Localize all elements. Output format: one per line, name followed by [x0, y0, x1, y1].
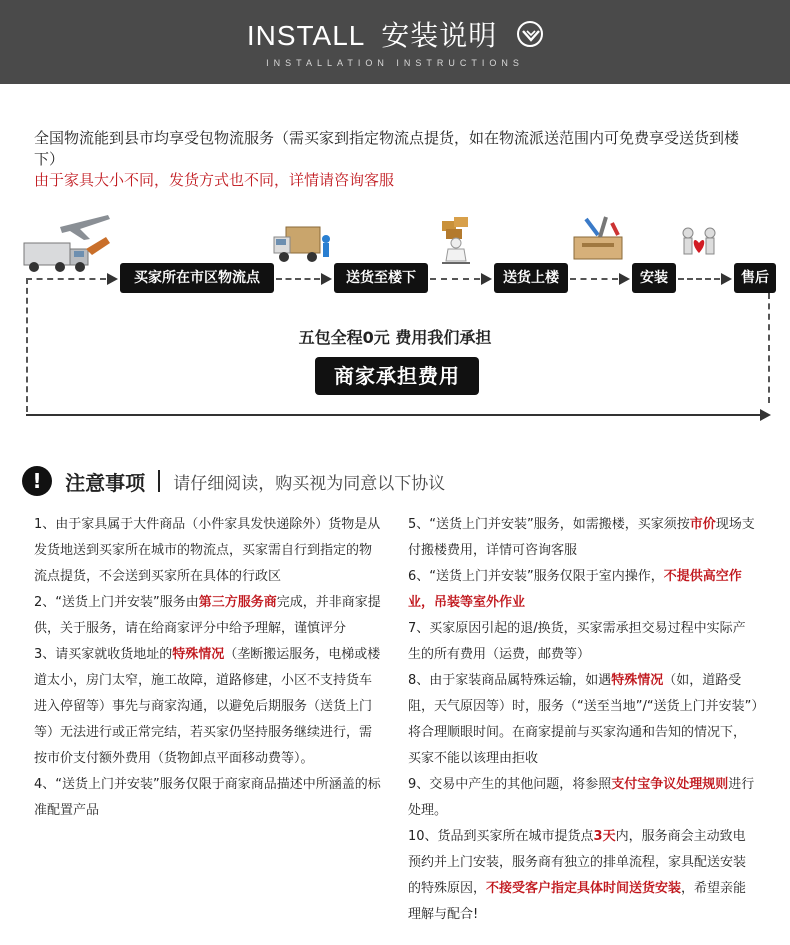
- notice-item: 6、“送货上门并安装”服务仅限于室内操作，不提供高空作业，吊装等室外作业: [408, 569, 742, 610]
- connector-solid: [26, 414, 762, 416]
- arrow-right-icon: [721, 273, 732, 285]
- step-after-sales: 售后: [734, 263, 776, 293]
- header-title: [0, 14, 790, 54]
- delivery-van-icon: [272, 219, 334, 267]
- notice-item: 8、由于家装商品属特殊运输，如遇特殊情况（如，道路受阻，天气原因等）时，服务（“送至当地”/“送货上门并安装”）将合理顺眼时间。在商家提前与买家沟通和告知的情况下，买家不能以该理由拒收: [408, 673, 758, 766]
- notice-item: 10、货品到买家所在城市提货点3天内，服务商会主动致电预约并上门安装，服务商有独立的排单流程，家具配送安装的特殊原因，不接受客户指定具体时间送货安装，希望亲能理解与配合!: [408, 829, 747, 922]
- carrying-boxes-icon: [428, 215, 486, 267]
- after-sales-figures-icon: [678, 223, 722, 265]
- intro-line-1: 全国物流能到县市均享受包物流服务（需买家到指定物流点提货，如在物流派送范围内可免费享受送货到楼下）: [34, 129, 740, 168]
- intro-text: [34, 128, 754, 191]
- arrow-right-icon: [760, 409, 771, 421]
- intro-line-2: 由于家具大小不同，发货方式也不同，详情请咨询客服: [34, 171, 395, 189]
- step-deliver-downstairs: 送货至楼下: [334, 263, 428, 293]
- notice-item: 4、“送货上门并安装”服务仅限于商家商品描述中所涵盖的标准配置产品: [34, 777, 381, 818]
- arrow-right-icon: [107, 273, 118, 285]
- merchant-pays-badge: 商家承担费用: [315, 357, 479, 395]
- notice-item: 3、请买家就收货地址的特殊情况（垄断搬运服务，电梯或楼道太小，房门太窄，施工故障，道路修建，小区不支持货车进入停留等）事先与商家沟通，以避免后期服务（送货上门等）无法进行或正常完结，若买家仍坚持服务继续进行，需按市价支付额外费用（货物卸点平面移动费等）。: [34, 647, 381, 766]
- arrow-right-icon: [619, 273, 630, 285]
- check-circle-icon: [517, 21, 543, 47]
- step-install: 安装: [632, 263, 676, 293]
- header-subtitle: INSTALLATION INSTRUCTIONS: [266, 58, 524, 68]
- step-deliver-upstairs: 送货上楼: [494, 263, 568, 293]
- connector-dashed: [26, 278, 106, 280]
- connector-dashed: [430, 278, 480, 280]
- free-service-text: 五包全程0元 费用我们承担: [298, 328, 492, 347]
- arrow-right-icon: [481, 273, 492, 285]
- connector-dashed: [570, 278, 618, 280]
- notice-item: 7、买家原因引起的退/换货，买家需承担交易过程中实际产生的所有费用（运费，邮费等）: [408, 621, 746, 662]
- notice-title: 注意事项: [65, 470, 146, 495]
- connector-dashed: [276, 278, 320, 280]
- arrow-right-icon: [321, 273, 332, 285]
- notice-column-left: [34, 512, 384, 824]
- notice-description: 请仔细阅读，购买视为同意以下协议: [173, 473, 446, 494]
- header-title-zh: 安装说明: [381, 19, 498, 52]
- truck-plane-icon: [20, 209, 112, 275]
- connector-dashed-right: [768, 293, 770, 403]
- warning-icon: !: [22, 466, 52, 496]
- step-logistics-point: 买家所在市区物流点: [120, 263, 274, 293]
- toolbox-icon: [568, 213, 628, 265]
- notice-column-right: [408, 512, 758, 928]
- notice-item: 9、交易中产生的其他问题，将参照支付宝争议处理规则进行处理。: [408, 777, 755, 818]
- delivery-flow: [0, 205, 790, 435]
- header-title-en: INSTALL: [246, 20, 366, 51]
- notice-header: [22, 466, 445, 500]
- notice-item: 1、由于家具属于大件商品（小件家具发快递除外）货物是从发货地送到买家所在城市的物流点，买家需自行到指定的物流点提货，不会送到买家所在具体的行政区: [34, 517, 381, 584]
- divider: [158, 470, 160, 492]
- notice-item: 2、“送货上门并安装”服务由第三方服务商完成，并非商家提供，关于服务，请在给商家评分中给予理解，谨慎评分: [34, 595, 381, 636]
- header-banner: [0, 0, 790, 84]
- notice-item: 5、“送货上门并安装”服务，如需搬楼，买家须按市价现场支付搬楼费用，详情可咨询客服: [408, 517, 755, 558]
- connector-dashed: [678, 278, 720, 280]
